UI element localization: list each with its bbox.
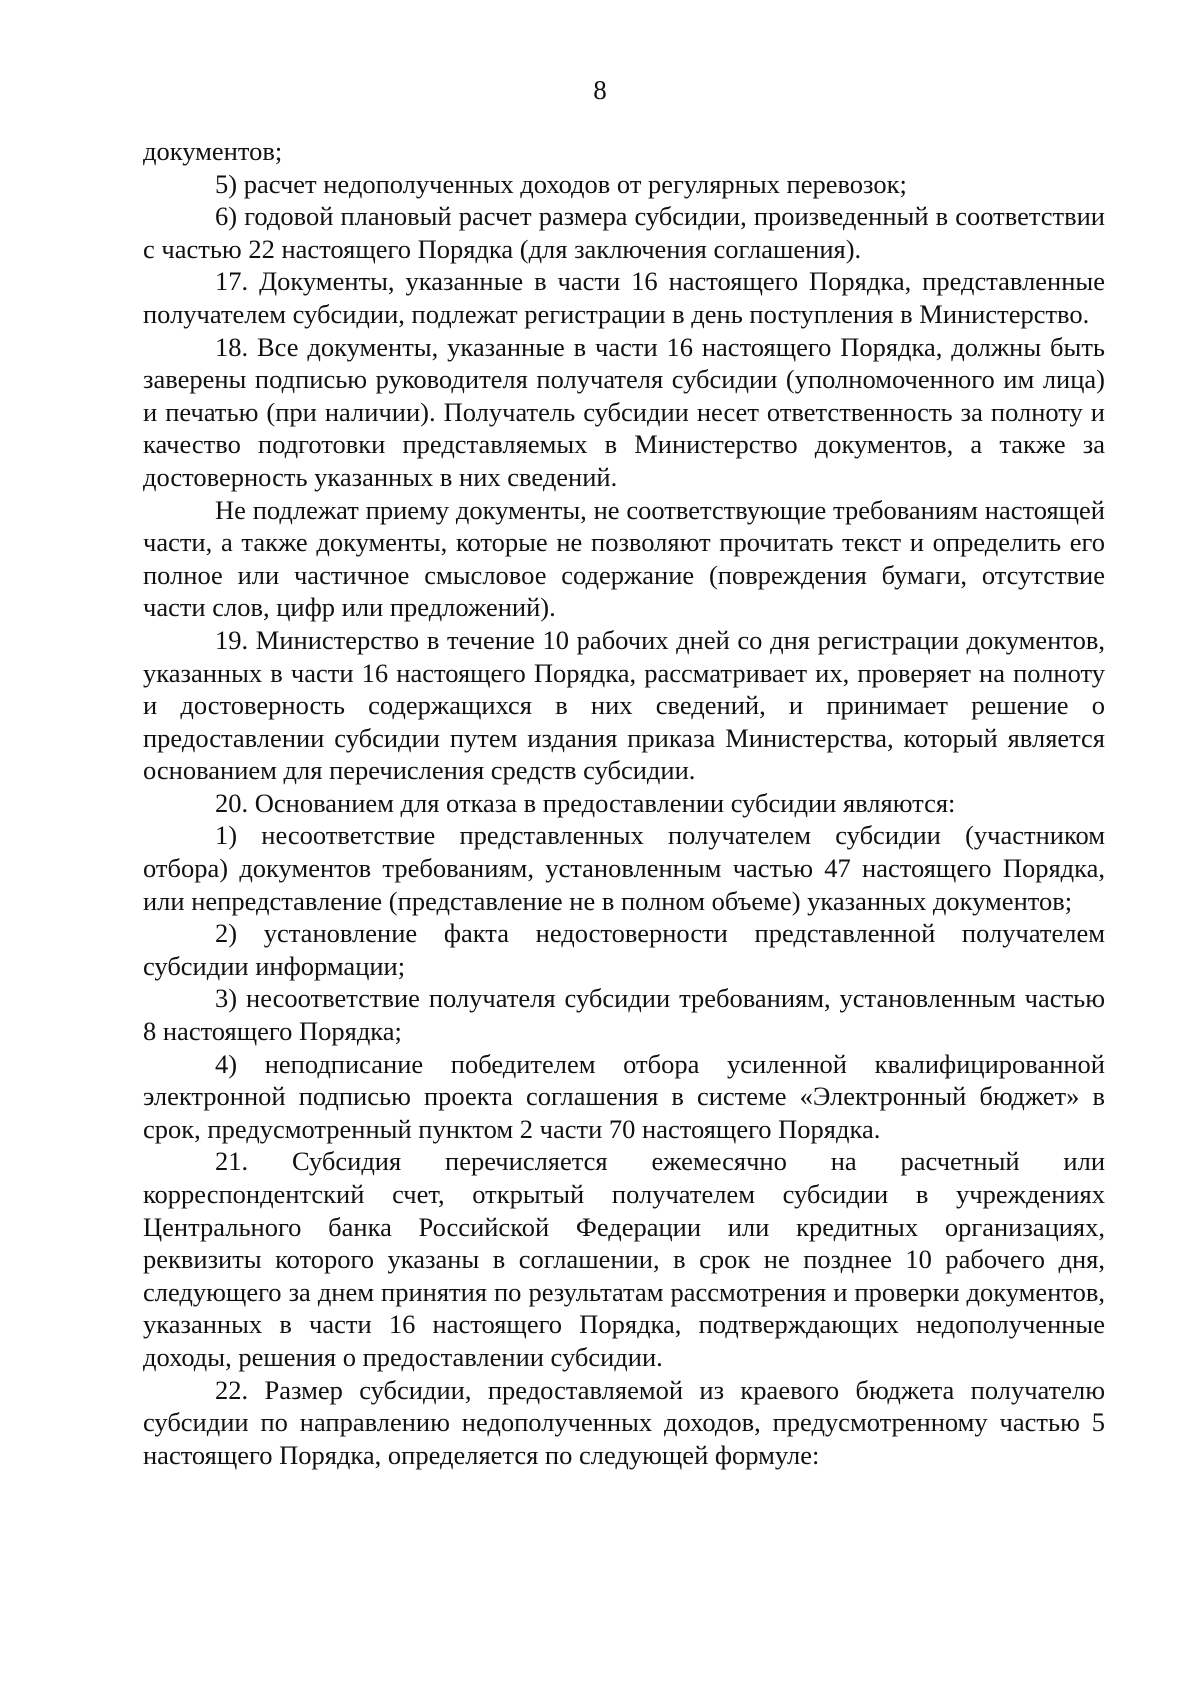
clause-18: 18. Все документы, указанные в части 16 настоящего Порядка, должны быть заверены подписью руководителя получателя субсидии (уполномоченного им лица) и печатью (при наличии). Получатель субсидии несет ответственность за полноту и качество подготовки представляемых в Министерство документов, а также за достоверность указанных в них сведений. — [143, 331, 1105, 492]
clause-21: 21. Субсидия перечисляется ежемесячно на расчетный или корреспондентский счет, открытый получателем субсидии в учреждениях Центрального банка Российской Федерации или кредитных организациях, реквизиты которого указаны в соглашении, в срок не позднее 10 рабочего дня, следующего за днем принятия по результатам рассмотрения и проверки документов, указанных в части 16 настоящего Порядка, подтверждающих недополученные доходы, решения о предоставлении субсидии. — [143, 1146, 1105, 1372]
clause-20-item-2: 2) установление факта недостоверности представленной получателем субсидии информации; — [143, 918, 1105, 981]
clause-22: 22. Размер субсидии, предоставляемой из краевого бюджета получателю субсидии по направлению недополученных доходов, предусмотренному частью 5 настоящего Порядка, определяется по следующей формуле: — [143, 1374, 1105, 1470]
paragraph-continuation: документов; — [143, 136, 283, 166]
clause-20-item-3: 3) несоответствие получателя субсидии требованиям, установленным частью 8 настоящего Порядка; — [143, 983, 1105, 1047]
list-item-6: 6) годовой плановый расчет размера субсидии, произведенный в соответствии с частью 22 настоящего Порядка (для заключения соглашения). — [143, 201, 1105, 264]
document-body — [143, 135, 1105, 1471]
clause-19: 19. Министерство в течение 10 рабочих дней со дня регистрации документов, указанных в части 16 настоящего Порядка, рассматривает их, проверяет на полноту и достоверность содержащихся в них сведений, и принимает решение о предоставлении субсидии путем издания приказа Министерства, который является основанием для перечисления средств субсидии. — [143, 624, 1105, 786]
list-item-5: 5) расчет недополученных доходов от регулярных перевозок; — [215, 168, 907, 199]
page-number: 8 — [593, 75, 607, 105]
clause-17: 17. Документы, указанные в части 16 настоящего Порядка, представленные получателем субсидии, подлежат регистрации в день поступления в Министерство. — [143, 266, 1105, 329]
clause-20: 20. Основанием для отказа в предоставлении субсидии являются: — [215, 787, 956, 818]
clause-20-item-1: 1) несоответствие представленных получателем субсидии (участником отбора) документов требованиям, установленным частью 47 настоящего Порядка, или непредставление (представление не в полном объеме) указанных документов; — [143, 820, 1105, 916]
clause-20-item-4: 4) неподписание победителем отбора усиленной квалифицированной электронной подписью проекта соглашения в системе «Электронный бюджет» в срок, предусмотренный пунктом 2 части 70 настоящего Порядка. — [143, 1048, 1105, 1144]
clause-18-rejection: Не подлежат приему документы, не соответствующие требованиям настоящей части, а также документы, которые не позволяют прочитать текст и определить его полное или частичное смысловое содержание (повреждения бумаги, отсутствие части слов, цифр или предложений). — [143, 494, 1105, 623]
